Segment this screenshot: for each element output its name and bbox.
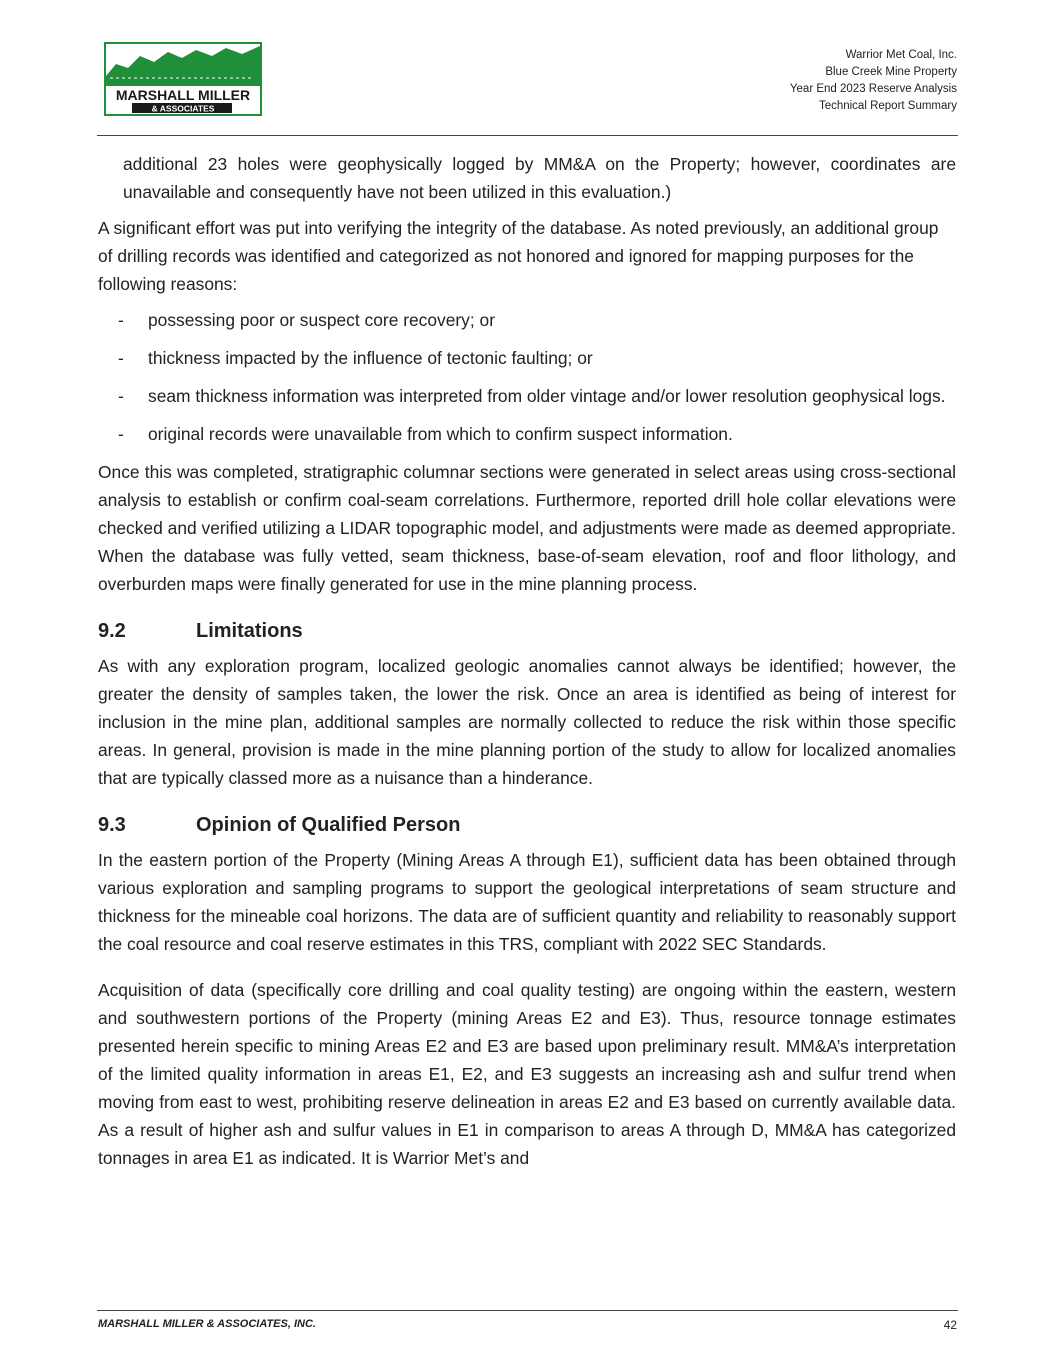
header-divider [97, 135, 958, 136]
paragraph-stratigraphic: Once this was completed, stratigraphic columnar sections were generated in select areas using cross-sectional analysis to establish or confirm coal-seam correlations. Furthermore, reported drill hole collar elevations were checked and verified utilizing a LIDAR topographic model, and adjustments were made as deemed appropriate. When the database was fully vetted, seam thickness, base-of-seam elevation, roof and floor lithology, and overburden maps were finally generated for use in the mine planning process. [98, 462, 956, 594]
list-item-text: possessing poor or suspect core recovery; or [148, 310, 496, 330]
footer-company: MARSHALL MILLER & ASSOCIATES, INC. [98, 1318, 316, 1330]
header-line-analysis: Year End 2023 Reserve Analysis [789, 83, 957, 95]
page-number: 42 [943, 1318, 957, 1332]
bullet-dash: - [118, 348, 124, 368]
section-title: Limitations [196, 620, 303, 642]
section-number: 9.2 [98, 620, 126, 642]
paragraph-opinion-eastern: In the eastern portion of the Property (Mining Areas A through E1), sufficient data has been obtained through various exploration and sampling programs to support the geological interpretations of seam structure and thickness for the mineable coal horizons. The data are of sufficient quantity and reliability to reasonably support the coal resource and coal reserve estimates in this TRS, compliant with 2022 SEC Standards. [98, 850, 956, 954]
bullet-dash: - [118, 386, 124, 406]
logo-text-bottom: & ASSOCIATES [151, 103, 215, 114]
section-heading-limitations [98, 616, 956, 646]
logo-text-top: MARSHALL MILLER [115, 87, 251, 103]
list-item-text: original records were unavailable from which to confirm suspect information. [148, 424, 733, 444]
section-heading-opinion [98, 810, 956, 840]
header-meta [790, 47, 957, 115]
header-line-property: Blue Creek Mine Property [825, 66, 957, 78]
list-item [98, 420, 956, 448]
list-item [98, 344, 956, 372]
list-item [98, 382, 956, 410]
company-logo [104, 42, 262, 116]
footer-divider [97, 1310, 958, 1311]
bullet-dash: - [118, 424, 124, 444]
header-line-company: Warrior Met Coal, Inc. [845, 49, 957, 61]
list-item-text: seam thickness information was interpreted from older vintage and/or lower resolution geophysical logs. [148, 386, 946, 406]
header-line-report: Technical Report Summary [818, 100, 957, 112]
paragraph-limitations: As with any exploration program, localized geologic anomalies cannot always be identified; however, the greater the density of samples taken, the lower the risk. Once an area is identified as being of interest for inclusion in the mine plan, additional samples are normally collected to reduce the risk within those specific areas. In general, provision is made in the mine planning portion of the study to allow for localized anomalies that are typically classed more as a nuisance than a hinderance. [98, 656, 956, 788]
paragraph-opinion-acquisition: Acquisition of data (specifically core drilling and coal quality testing) are ongoing within the eastern, western and southwestern portions of the Property (mining Areas E2 and E3). Thus, resource tonnage estimates presented herein specific to mining Areas E2 and E3 are based upon preliminary result. MM&A’s interpretation of the limited quality information in areas E1, E2, and E3 suggests an increasing ash and sulfur trend when moving from east to west, prohibiting reserve delineation in areas E2 and E3 based on currently available data. As a result of higher ash and sulfur values in E1 in comparison to areas A through D, MM&A has categorized tonnages in area E1 as indicated. It is Warrior Met’s and [98, 980, 956, 1168]
list-item-text: thickness impacted by the influence of tectonic faulting; or [148, 348, 593, 368]
list-item [98, 306, 956, 334]
section-number: 9.3 [98, 814, 126, 836]
page-body [98, 150, 956, 1180]
paragraph-database-integrity: A significant effort was put into verifying the integrity of the database. As noted previously, an additional group of drilling records was identified and categorized as not honored and ignored for mapping purposes for the following reasons: [98, 218, 939, 294]
section-title: Opinion of Qualified Person [196, 814, 461, 836]
bullet-dash: - [118, 310, 124, 330]
paragraph-continued: additional 23 holes were geophysically logged by MM&A on the Property; however, coordinates are unavailable and consequently have not been utilized in this evaluation.) [123, 154, 956, 202]
